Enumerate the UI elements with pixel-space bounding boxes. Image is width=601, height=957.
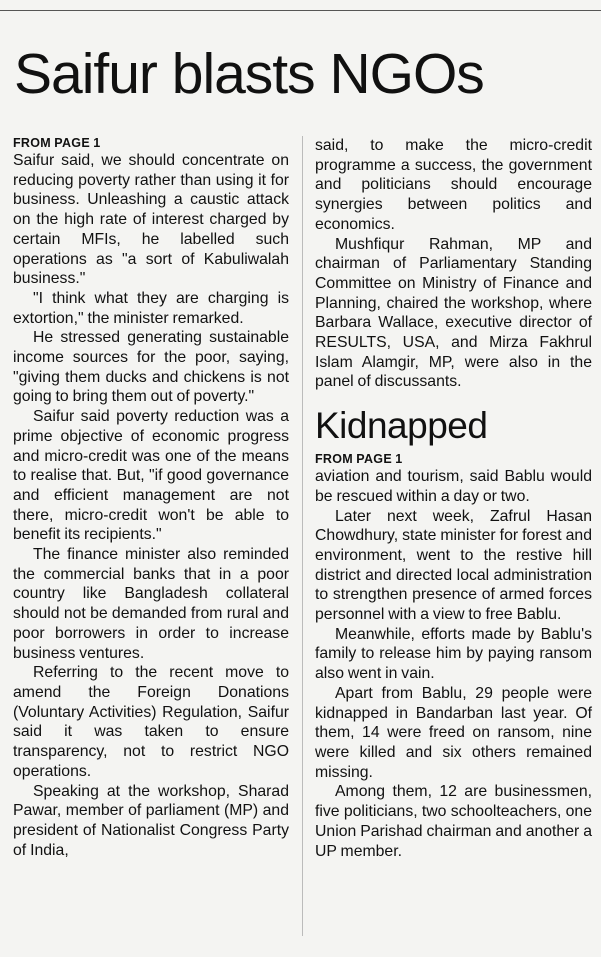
main-story-paragraph: The finance minister also reminded the commercial banks that in a poor country like Bangladesh collateral should not be demanded from rural and poor borrowers in order to increase business ventures.: [13, 546, 289, 662]
kidnapped-paragraph: aviation and tourism, said Bablu would be rescued within a day or two.: [315, 468, 592, 505]
top-rule: [0, 10, 601, 11]
kidnapped-paragraph: Among them, 12 are businessmen, five politicians, two schoolteachers, one Union Parishad chairman and another a UP member.: [315, 783, 592, 860]
main-story-paragraph: He stressed generating sustainable income sources for the poor, saying, "giving them ducks and chickens is not going to bring them out of poverty.": [13, 329, 289, 406]
left-column: [13, 136, 289, 860]
main-story-paragraph: Referring to the recent move to amend the Foreign Donations (Voluntary Activities) Regulation, Saifur said it was taken to ensure transparency, not to restrict NGO operations.: [13, 664, 289, 780]
main-story-paragraph: Saifur said poverty reduction was a prime objective of economic progress and micro-credit was one of the means to realise that. But, "if good governance and efficient management are not there, micro-credit won't be able to benefit its recipients.": [13, 408, 289, 544]
main-story-paragraph: "I think what they are charging is extortion," the minister remarked.: [13, 289, 289, 327]
main-headline: Saifur blasts NGOs: [14, 42, 484, 106]
kidnapped-headline: Kidnapped: [315, 405, 488, 447]
kidnapped-paragraph: Later next week, Zafrul Hasan Chowdhury, state minister for forest and environment, went to the restive hill district and directed local administration to strengthen presence of armed forces personnel with a view to free Bablu.: [315, 507, 592, 624]
main-story-paragraph: Speaking at the workshop, Sharad Pawar, member of parliament (MP) and president of Nationalist Congress Party of India,: [13, 782, 289, 859]
main-story-continuation: said, to make the micro-credit programme a success, the government and politicians should encourage synergies between politics and economics.: [315, 137, 592, 233]
kidnapped-kicker: FROM PAGE 1: [315, 452, 403, 467]
kidnapped-paragraph: Meanwhile, efforts made by Bablu's family to release him by paying ransom also went in vain.: [315, 625, 592, 683]
right-column: [315, 136, 592, 861]
kidnapped-paragraph: Apart from Bablu, 29 people were kidnapped in Bandarban last year. Of them, 14 were freed on ransom, nine were killed and six others remained missing.: [315, 684, 592, 781]
column-divider: [302, 136, 303, 936]
main-story-kicker: FROM PAGE 1: [13, 136, 101, 150]
main-story-paragraph: Mushfiqur Rahman, MP and chairman of Parliamentary Standing Committee on Ministry of Finance and Planning, chaired the workshop, where Barbara Wallace, executive director of RESULTS, USA, and Mirza Fakhrul Islam Alamgir, MP, were also in the panel of discussants.: [315, 235, 592, 391]
main-story-paragraph: Saifur said, we should concentrate on reducing poverty rather than using it for business. Unleashing a caustic attack on the high rate of interest charged by certain MFIs, he labelled such operations as "a sort of Kabuliwalah business.": [13, 152, 289, 288]
